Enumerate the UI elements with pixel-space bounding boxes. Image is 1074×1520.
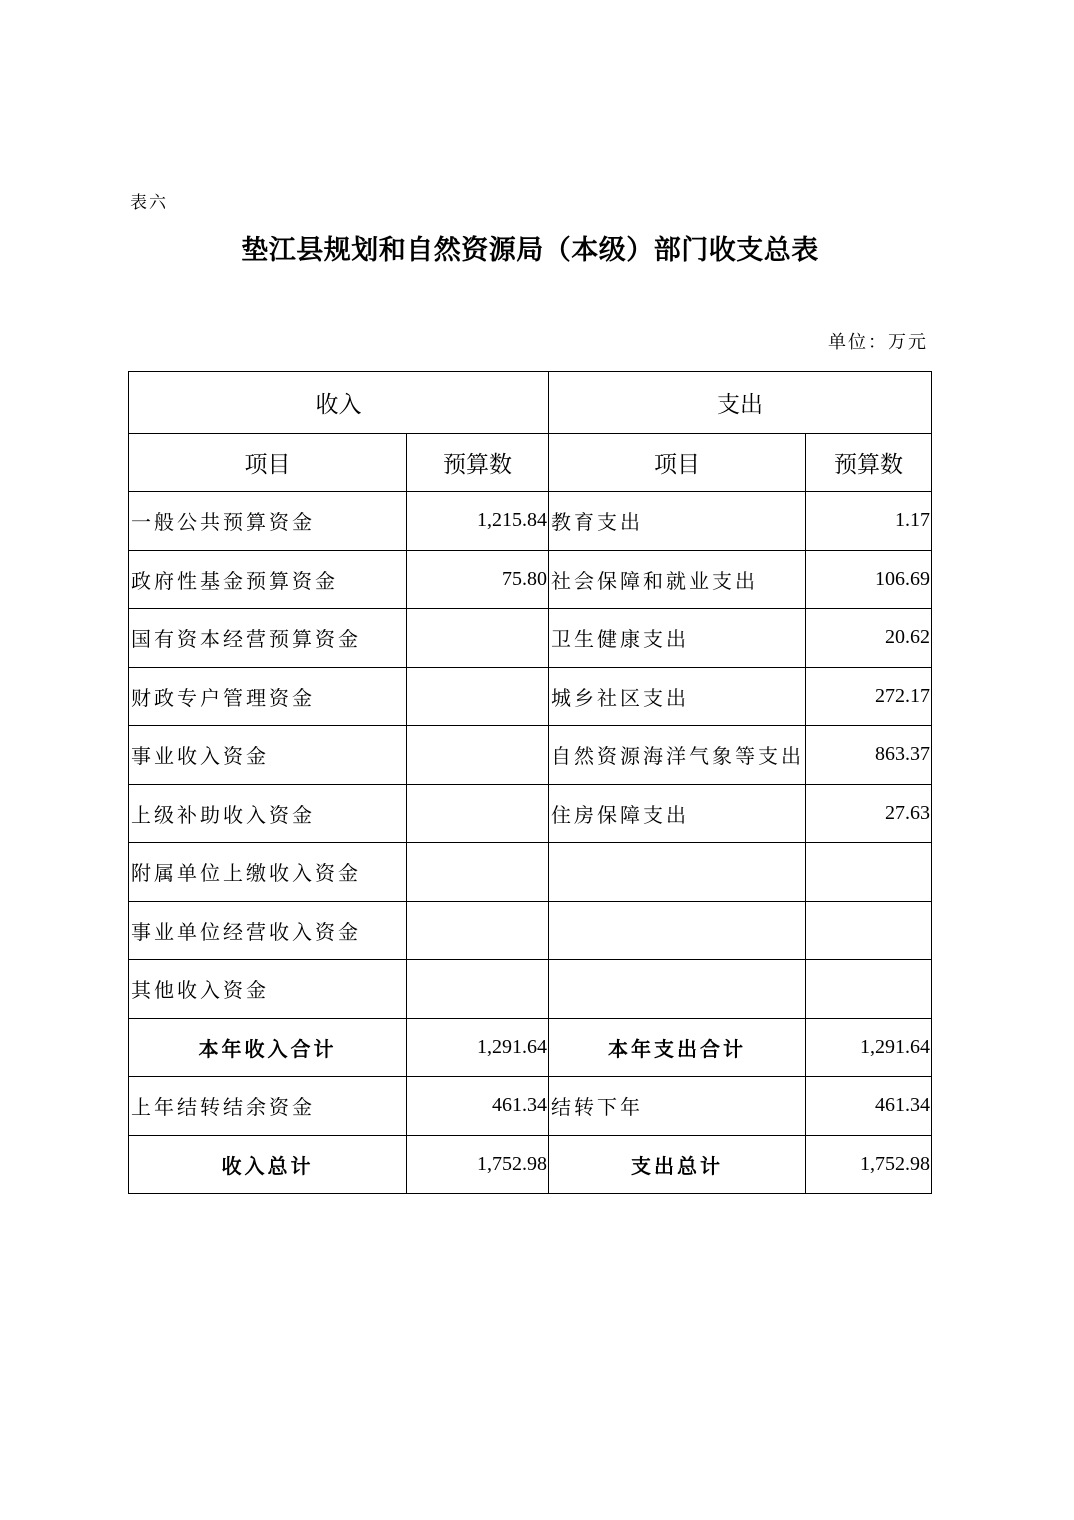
total-expense-label: 支出总计 <box>549 1135 806 1194</box>
total-income-value: 1,752.98 <box>407 1135 549 1194</box>
current-year-income-label: 本年收入合计 <box>129 1018 407 1077</box>
income-item: 事业收入资金 <box>129 726 407 785</box>
budget-summary-table <box>128 371 932 1194</box>
income-item: 附属单位上缴收入资金 <box>129 843 407 902</box>
expense-item-column-header: 项目 <box>549 434 806 492</box>
income-value <box>407 667 549 726</box>
table-row <box>129 667 932 726</box>
table-row <box>129 960 932 1019</box>
unit-label: 单位：万元 <box>828 332 928 353</box>
table-row <box>129 784 932 843</box>
section-header-row <box>129 372 932 434</box>
expense-item: 城乡社区支出 <box>549 667 806 726</box>
expense-item: 卫生健康支出 <box>549 609 806 668</box>
income-budget-column-header: 预算数 <box>407 434 549 492</box>
carryover-income-value: 461.34 <box>407 1077 549 1136</box>
income-value <box>407 843 549 902</box>
income-value <box>407 726 549 785</box>
total-income-label: 收入总计 <box>129 1135 407 1194</box>
expense-item <box>549 960 806 1019</box>
total-expense-value: 1,752.98 <box>806 1135 932 1194</box>
expense-header: 支出 <box>549 372 932 434</box>
grand-total-row <box>129 1135 932 1194</box>
income-item: 其他收入资金 <box>129 960 407 1019</box>
expense-value: 27.63 <box>806 784 932 843</box>
current-year-total-row <box>129 1018 932 1077</box>
current-year-income-value: 1,291.64 <box>407 1018 549 1077</box>
column-header-row <box>129 434 932 492</box>
income-value <box>407 609 549 668</box>
income-value <box>407 960 549 1019</box>
current-year-expense-label: 本年支出合计 <box>549 1018 806 1077</box>
expense-value <box>806 960 932 1019</box>
table-row <box>129 492 932 551</box>
expense-value: 272.17 <box>806 667 932 726</box>
carryover-expense-label: 结转下年 <box>549 1077 806 1136</box>
income-value <box>407 784 549 843</box>
expense-item <box>549 843 806 902</box>
expense-value: 863.37 <box>806 726 932 785</box>
table-row <box>129 609 932 668</box>
expense-value: 1.17 <box>806 492 932 551</box>
income-item: 财政专户管理资金 <box>129 667 407 726</box>
income-item: 一般公共预算资金 <box>129 492 407 551</box>
expense-budget-column-header: 预算数 <box>806 434 932 492</box>
carryover-income-label: 上年结转结余资金 <box>129 1077 407 1136</box>
expense-value <box>806 843 932 902</box>
expense-value <box>806 901 932 960</box>
expense-value: 106.69 <box>806 550 932 609</box>
income-item: 政府性基金预算资金 <box>129 550 407 609</box>
income-value: 75.80 <box>407 550 549 609</box>
table-row <box>129 843 932 902</box>
income-item: 事业单位经营收入资金 <box>129 901 407 960</box>
income-value <box>407 901 549 960</box>
income-value: 1,215.84 <box>407 492 549 551</box>
table-row <box>129 901 932 960</box>
current-year-expense-value: 1,291.64 <box>806 1018 932 1077</box>
table-row <box>129 550 932 609</box>
expense-item: 住房保障支出 <box>549 784 806 843</box>
income-item: 上级补助收入资金 <box>129 784 407 843</box>
income-header: 收入 <box>129 372 549 434</box>
expense-value: 20.62 <box>806 609 932 668</box>
income-item: 国有资本经营预算资金 <box>129 609 407 668</box>
carryover-expense-value: 461.34 <box>806 1077 932 1136</box>
table-number: 表六 <box>130 193 168 213</box>
income-item-column-header: 项目 <box>129 434 407 492</box>
expense-item: 社会保障和就业支出 <box>549 550 806 609</box>
expense-item: 自然资源海洋气象等支出 <box>549 726 806 785</box>
document-title: 垫江县规划和自然资源局（本级）部门收支总表 <box>241 235 819 266</box>
expense-item: 教育支出 <box>549 492 806 551</box>
table-row <box>129 726 932 785</box>
expense-item <box>549 901 806 960</box>
carryover-row <box>129 1077 932 1136</box>
